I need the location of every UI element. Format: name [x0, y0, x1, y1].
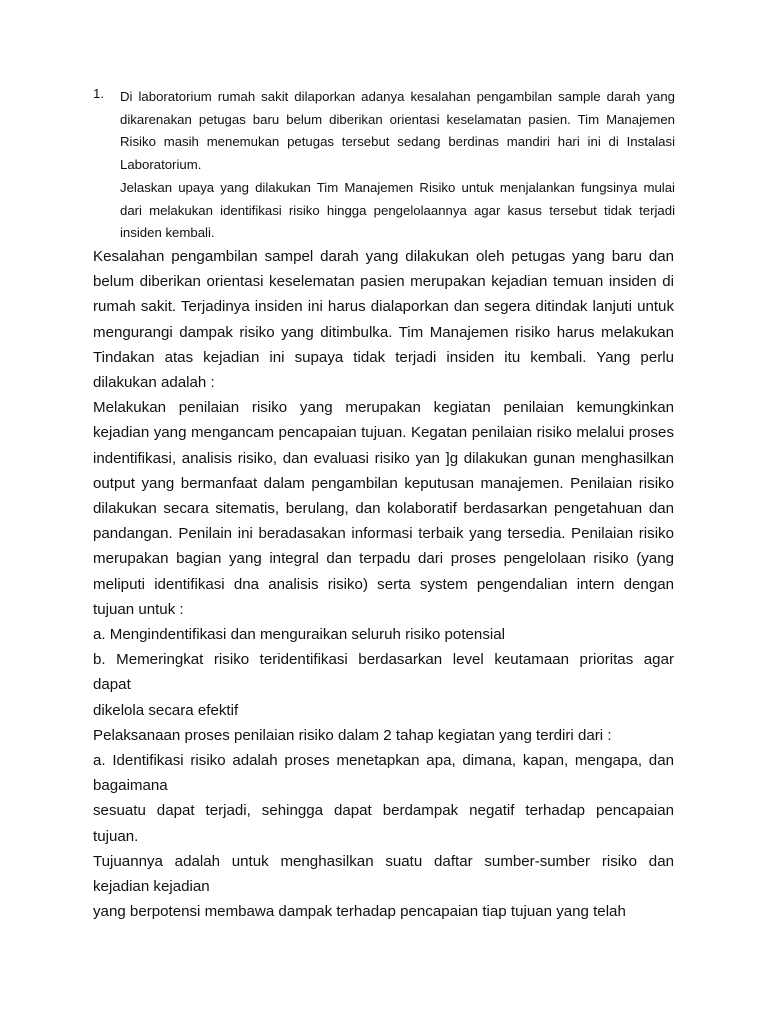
- identification-line-1: a. Identifikasi risiko adalah proses menetapkan apa, dimana, kapan, mengapa, dan: [93, 752, 674, 770]
- goal-line-2: kejadian kejadian: [93, 878, 210, 896]
- assessment-stages-intro: Pelaksanaan proses penilaian risiko dalam 2 tahap kegiatan yang terdiri dari :: [93, 726, 612, 744]
- question-item: [93, 86, 675, 245]
- identification-line-4: tujuan.: [93, 827, 139, 845]
- objective-b-line-2: dapat: [93, 676, 131, 694]
- question-text: [120, 86, 675, 245]
- objective-b-line-1: b. Memeringkat risiko teridentifikasi berdasarkan level keutamaan prioritas agar: [93, 651, 674, 669]
- risk-assessment-paragraph: Melakukan penilaian risiko yang merupakan kegiatan penilaian kemungkinkan kejadian yang mengancam pencapaian tujuan. Kegatan penilaian risiko melalui proses indentifikasi, analisis risiko, dan evaluasi risiko yan ]g dilakukan gunan menghasilkan output yang bermanfaat dalam pengambilan keputusan manajemen. Penilaian risiko dilakukan secara sitematis, berulang, dan kolaboratif berdasarkan pengetahuan dan pandangan. Penilain ini beradasakan informasi terbaik yang tersedia. Penilaian risiko merupakan bagian yang integral dan terpadu dari proses pengelolaan risiko (yang meliputi identifikasi dna analisis risiko) serta system pengendalian intern dengan tujuan untuk :: [93, 399, 674, 618]
- question-paragraph-2: Jelaskan upaya yang dilakukan Tim Manajemen Risiko untuk menjalankan fungsinya mulai dari melakukan identifikasi risiko hingga pengelolaannya agar kasus tersebut tidak terjadi insiden kembali.: [120, 179, 675, 241]
- goal-line-1: Tujuannya adalah untuk menghasilkan suatu daftar sumber-sumber risiko dan: [93, 852, 674, 870]
- objective-b-line-3: dikelola secara efektif: [93, 701, 239, 719]
- identification-line-2: bagaimana: [93, 777, 168, 795]
- identification-line-3: sesuatu dapat terjadi, sehingga dapat berdampak negatif terhadap pencapaian: [93, 802, 674, 820]
- question-number: 1.: [93, 86, 104, 101]
- objective-a: a. Mengindentifikasi dan menguraikan seluruh risiko potensial: [93, 626, 505, 644]
- goal-line-3: yang berpotensi membawa dampak terhadap pencapaian tiap tujuan yang telah: [93, 903, 626, 921]
- question-paragraph-1: Di laboratorium rumah sakit dilaporkan adanya kesalahan pengambilan sample darah yang dikarenakan petugas baru belum diberikan orientasi keselamatan pasien. Tim Manajemen Risiko masih menemukan petugas tersebut sedang berdinas mandiri hari ini di Instalasi Laboratorium.: [120, 89, 675, 173]
- answer-body: [93, 244, 674, 924]
- answer-intro-paragraph: Kesalahan pengambilan sampel darah yang dilakukan oleh petugas yang baru dan belum diberikan orientasi keselematan pasien merupakan kejadian temuan insiden di rumah sakit. Terjadinya insiden ini harus dialaporkan dan segera ditindak lanjuti untuk mengurangi dampak risiko yang ditimbulka. Tim Manajemen risiko harus melakukan Tindakan atas kejadian ini supaya tidak terjadi insiden itu kembali. Yang perlu dilakukan adalah :: [93, 248, 674, 392]
